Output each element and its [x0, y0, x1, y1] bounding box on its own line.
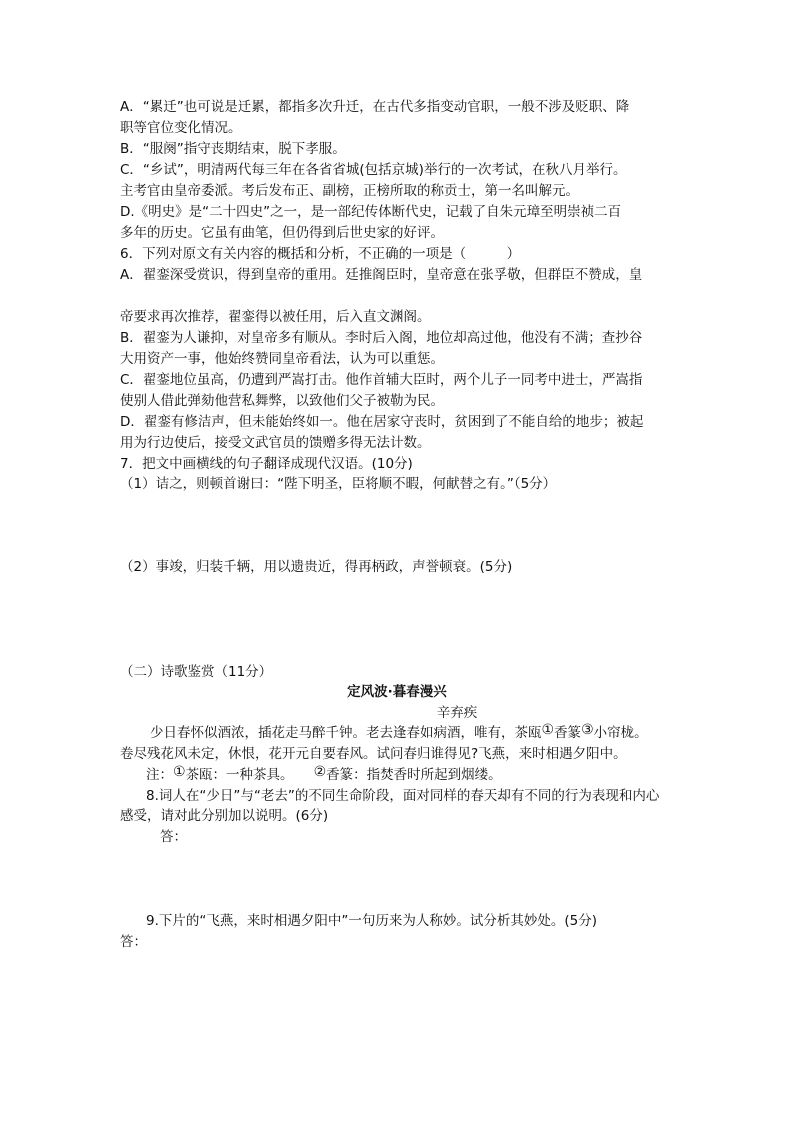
q6-option-b-line-1: B．翟銮为人谦抑，对皇帝多有顺从。李时后入阁，地位却高过他，他没有不满；查抄谷 — [120, 330, 643, 346]
q6-option-d-line-1: D．翟銮有修洁声，但未能始终如一。他在居家守丧时，贫困到了不能自给的地步；被起 — [120, 414, 644, 430]
note-2-mark: ② — [313, 764, 327, 780]
note-1-text: 茶瓯：一种茶具。 — [185, 767, 294, 783]
question-7-part-1: （1）诘之，则顿首谢曰：“陛下明圣，臣将顺不暇，何献替之有。”（5分） — [120, 476, 557, 492]
note-1-mark: ① — [173, 764, 186, 780]
q6-option-c-line-1: C．翟銮地位虽高，仍遭到严嵩打击。他作首辅大臣时，两个儿子一同考中进士，严嵩指 — [120, 372, 643, 388]
q6-option-c-line-2: 使别人借此弹劾他营私舞弊，以致他们父子被勒为民。 — [120, 393, 444, 409]
poem-line-1-part-a: 少日春怀似酒浓，插花走马醉千钟。老去逢春如病酒，唯有，茶瓯 — [150, 725, 542, 741]
question-8-line-2: 感受，请对此分别加以说明。(6分) — [120, 808, 329, 824]
poem-line-2: 卷尽残花风未定，休恨，花开元自要春风。试问春归谁得见?飞燕，来时相遇夕阳中。 — [120, 746, 627, 762]
question-7-stem: 7．把文中画横线的句子翻译成现代汉语。(10分) — [120, 456, 413, 472]
option-c-line-2: 主考官由皇帝委派。考后发布正、副榜，正榜所取的称贡士，第一名叫解元。 — [120, 183, 579, 199]
option-d-line-1: D.《明史》是“二十四史”之一，是一部纪传体断代史，记载了自朱元璋至明崇祯二百 — [120, 204, 622, 220]
footnote-mark-1: ① — [541, 722, 555, 738]
option-a-line-1: A．“累迁”也可说是迁累，都指多次升迁，在古代多指变动官职，一般不涉及贬职、降 — [120, 99, 630, 115]
option-d-line-2: 多年的历史。它虽有曲笔，但仍得到后世史家的好评。 — [120, 225, 444, 241]
option-c-line-1: C．“乡试”，明清两代每三年在各省省城(包括京城)举行的一次考试，在秋八月举行。 — [120, 162, 627, 178]
q6-option-d-line-2: 用为行边使后，接受文武官员的馈赠多得无法计数。 — [120, 435, 431, 451]
q6-option-a-line-2: 帝要求再次推荐，翟銮得以被任用，后入直文渊阁。 — [120, 309, 431, 325]
q6-option-b-line-2: 大用资产一事，他始终赞同皇帝看法，认为可以重惩。 — [120, 351, 444, 367]
question-8-answer-label: 答： — [160, 829, 187, 845]
poem-line-1-part-c: 小帘栊。 — [593, 725, 648, 741]
poem-line-1-part-b: 香篆 — [554, 725, 582, 741]
poem-author: 辛弃疾 — [436, 705, 478, 721]
note-2-text: 香篆：指焚香时所起到烟缕。 — [326, 767, 502, 783]
question-8-line-1: 8.词人在“少日”与“老去”的不同生命阶段，面对同样的春天却有不同的行为表现和内心 — [146, 788, 660, 804]
footnote-mark-3: ③ — [581, 722, 594, 738]
q6-option-a-line-1: A．翟銮深受赏识，得到皇帝的重用。廷推阁臣时，皇帝意在张孚敬，但群臣不赞成，皇 — [120, 267, 643, 283]
notes-prefix: 注： — [146, 767, 173, 783]
section-poetry-heading: （二）诗歌鉴赏（11分） — [120, 664, 273, 680]
question-9-answer-label: 答： — [120, 934, 147, 950]
poem-notes — [146, 765, 502, 785]
poem-title: 定风波·暮春漫兴 — [347, 684, 447, 700]
option-b-line: B．“服阕”指守丧期结束，脱下孝服。 — [120, 141, 346, 157]
option-a-line-2: 职等官位变化情况。 — [120, 120, 242, 136]
question-7-part-2: （2）事竣，归装千辆，用以遗贵近，得再柄政，声誉顿衰。(5分) — [120, 559, 513, 575]
poem-line-1 — [150, 723, 648, 743]
question-9-stem: 9.下片的“飞燕，来时相遇夕阳中”一句历来为人称妙。试分析其妙处。(5分) — [146, 913, 597, 929]
question-6-stem: 6．下列对原文有关内容的概括和分析，不正确的一项是（ ） — [120, 246, 521, 262]
